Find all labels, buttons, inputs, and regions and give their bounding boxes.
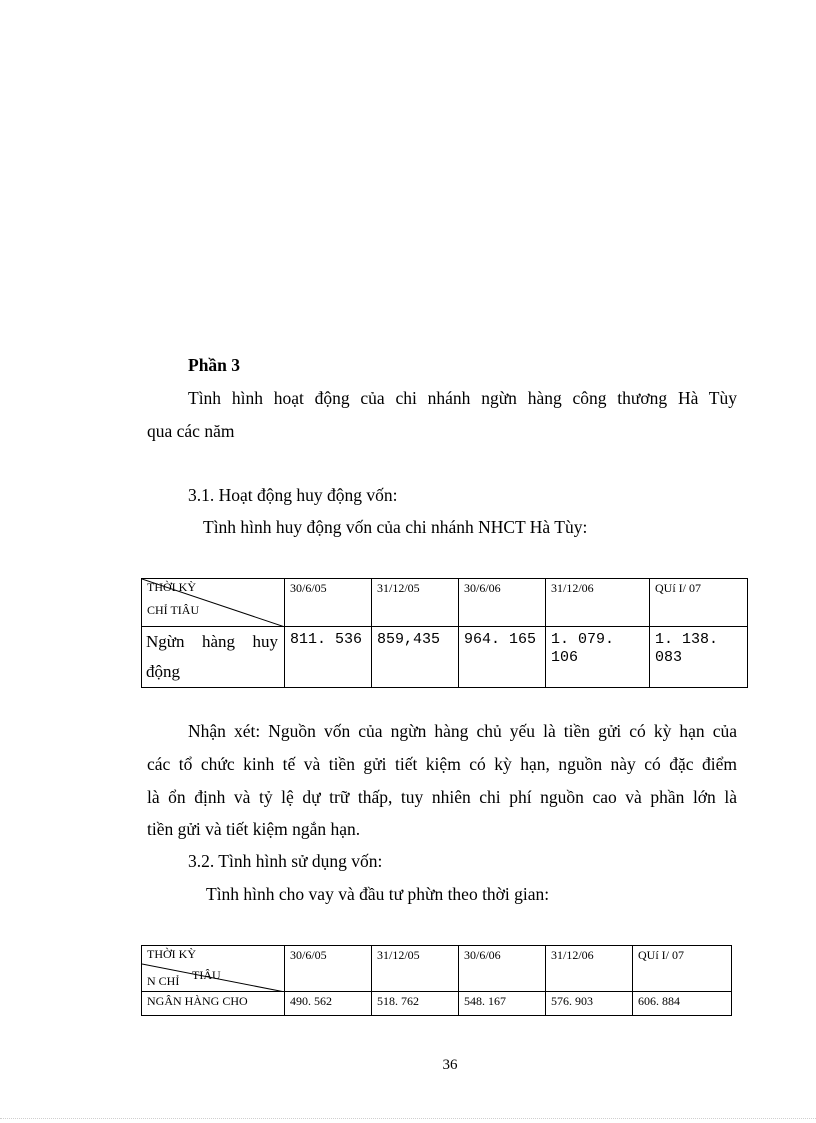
table-cell: 1. 138. 083 <box>650 627 748 688</box>
remark-line-1: Nhận xét: Nguồn vốn của ngừn hàng chủ yếu là tiền gửi có kỳ hạn của <box>188 721 737 741</box>
column-header: QUí I/ 07 <box>650 579 748 627</box>
table-cell: 859,435 <box>372 627 459 688</box>
column-header: 31/12/06 <box>546 946 633 992</box>
remark-line-3: là ổn định và tỷ lệ dự trữ thấp, tuy nhiên chi phí nguồn cao và phần lớn là <box>147 787 737 807</box>
table-cell: 606. 884 <box>633 992 732 1016</box>
column-header: 31/12/05 <box>372 946 459 992</box>
column-header: 31/12/05 <box>372 579 459 627</box>
corner-label-period: THỜI KỲ <box>147 947 196 961</box>
corner-label-indicator: CHỈ TIÂU <box>147 603 200 617</box>
subsection-1-heading: 3.1. Hoạt động huy động vốn: <box>188 485 398 505</box>
subsection-2-heading: 3.2. Tình hình sử dụng vốn: <box>188 851 383 871</box>
column-header: 30/6/06 <box>459 579 546 627</box>
corner-label-period: THỜI KỲ <box>147 580 196 594</box>
table-corner-cell <box>142 946 285 992</box>
section-title-line-1: Tình hình hoạt động của chi nhánh ngừn hàng công thương Hà Tùy <box>188 388 737 408</box>
table-corner-cell <box>142 579 285 627</box>
remark-line-2: các tổ chức kinh tế và tiền gửi tiết kiệm có kỳ hạn, nguồn này có đặc điểm <box>147 754 737 774</box>
table-cell: 490. 562 <box>285 992 372 1016</box>
page-number: 36 <box>442 1057 458 1073</box>
table-header-row <box>142 579 748 627</box>
row-label-line-2: động <box>146 662 180 681</box>
table-cell: 811. 536 <box>285 627 372 688</box>
table-cell: 548. 167 <box>459 992 546 1016</box>
column-header: 30/6/06 <box>459 946 546 992</box>
column-header: 30/6/05 <box>285 579 372 627</box>
capital-mobilization-table <box>141 578 748 688</box>
table-row <box>142 627 748 688</box>
table-header-row <box>142 946 732 992</box>
table-row <box>142 992 732 1016</box>
subsection-1-intro: Tình hình huy động vốn của chi nhánh NHCT Hà Tùy: <box>203 517 588 537</box>
remark-line-4: tiền gửi và tiết kiệm ngắn hạn. <box>147 819 361 839</box>
section-title-line-2: qua các năm <box>147 421 235 441</box>
table-cell: 964. 165 <box>459 627 546 688</box>
row-label-cell <box>142 627 285 688</box>
column-header: QUí I/ 07 <box>633 946 732 992</box>
table-cell: 576. 903 <box>546 992 633 1016</box>
section-heading: Phần 3 <box>188 355 241 375</box>
subsection-2-intro: Tình hình cho vay và đầu tư phừn theo thời gian: <box>206 884 550 904</box>
table-cell: 1. 079. 106 <box>546 627 650 688</box>
row-label-line-1: Ngừn hàng huy <box>146 632 278 651</box>
column-header: 30/6/05 <box>285 946 372 992</box>
table-cell: 518. 762 <box>372 992 459 1016</box>
corner-label-prefix: N CHỈ <box>147 974 180 988</box>
lending-investment-table <box>141 945 732 1016</box>
corner-label-indicator: TIÂU <box>192 968 221 982</box>
row-label-cell: NGÂN HÀNG CHO <box>142 992 285 1016</box>
page-edge-divider <box>0 1118 816 1119</box>
column-header: 31/12/06 <box>546 579 650 627</box>
